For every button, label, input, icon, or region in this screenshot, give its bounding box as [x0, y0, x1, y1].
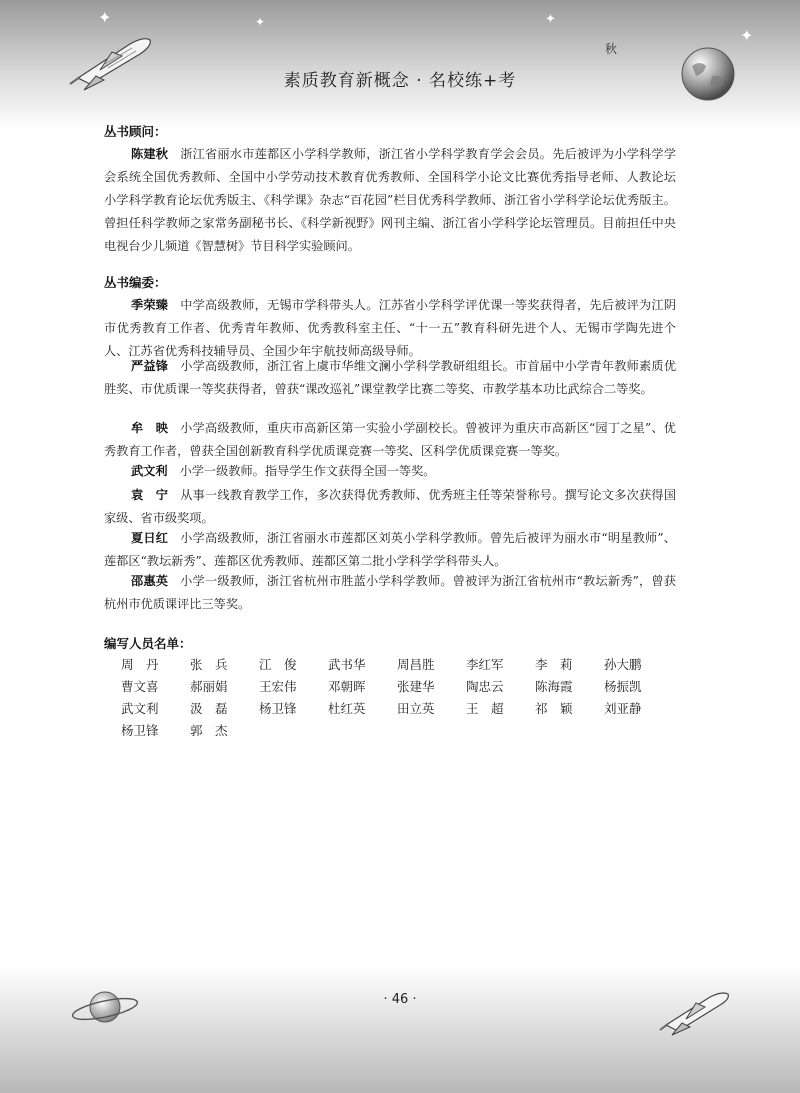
person-name: 袁 宁 — [131, 488, 169, 502]
sparkle-star-icon: ✦ — [98, 8, 112, 27]
person-name: 武文利 — [131, 464, 168, 478]
page-title: 素质教育新概念 · 名校练+考 — [283, 71, 517, 91]
editor-entry — [104, 294, 676, 363]
page-number: · 46 · — [383, 992, 417, 1007]
writer-name: 汲 磊 — [190, 701, 228, 716]
writer-name: 杨卫锋 — [259, 701, 297, 716]
writers-list — [121, 655, 681, 740]
person-name: 邵惠英 — [131, 574, 169, 588]
editor-entry — [104, 570, 676, 616]
person-name: 季荣臻 — [131, 298, 169, 312]
writer-name: 周 丹 — [121, 657, 159, 672]
person-bio: 小学高级教师，重庆市高新区第一实验小学副校长。曾被评为重庆市高新区“园丁之星”、优秀教育工作者，曾获全国创新教育科学优质课竞赛一等奖、区科学优质课竞赛一等奖。 — [104, 421, 676, 458]
person-bio: 浙江省丽水市莲都区小学科学教师，浙江省小学科学教育学会会员。先后被评为小学科学学会系统全国优秀教师、全国中小学劳动技术教育优秀教师、全国科学小论文比赛优秀指导老师、人教论坛小学科学教育论坛优秀版主、《科学课》杂志“百花园”栏目优秀科学教师、浙江省小学科学论坛优秀版主。曾担任科学教师之家常务副秘书长、《科学新视野》网刊主编、浙江省小学科学论坛管理员。目前担任中央电视台少儿频道《智慧树》节目科学实验顾问。 — [104, 147, 677, 253]
editor-entry — [104, 417, 676, 463]
writer-name: 杨振凯 — [604, 679, 642, 694]
writer-name: 李 莉 — [535, 657, 573, 672]
writer-name: 陈海霞 — [535, 679, 573, 694]
page-header — [0, 0, 800, 130]
writer-name: 武文利 — [121, 701, 159, 716]
editor-section-title: 丛书编委： — [104, 275, 167, 290]
person-bio: 小学一级教师，浙江省杭州市胜蓝小学科学教师。曾被评为浙江省杭州市“教坛新秀”，曾获杭州市优质课评比三等奖。 — [104, 574, 676, 611]
editor-entry — [104, 355, 676, 401]
writers-section-title: 编写人员名单： — [104, 636, 192, 651]
writer-name: 郭 杰 — [190, 723, 228, 738]
person-bio: 小学一级教师。指导学生作文获得全国一等奖。 — [179, 464, 436, 478]
writer-name: 张建华 — [397, 679, 435, 694]
writer-name: 王宏伟 — [259, 679, 297, 694]
person-name: 严益锋 — [131, 359, 169, 373]
writer-name: 田立英 — [397, 701, 435, 716]
writer-name: 李红军 — [466, 657, 504, 672]
writer-name: 郝丽娟 — [190, 679, 228, 694]
person-bio: 小学高级教师，浙江省丽水市莲都区刘英小学科学教师。曾先后被评为丽水市“明星教师”、莲都区“教坛新秀”、莲都区优秀教师、莲都区第二批小学科学学科带头人。 — [104, 531, 676, 568]
season-label: 秋 — [605, 42, 618, 56]
page-footer — [0, 965, 800, 1093]
writer-name: 武书华 — [328, 657, 366, 672]
editor-entry — [104, 460, 676, 483]
editor-entry — [104, 484, 676, 530]
writer-name: 周昌胜 — [397, 657, 435, 672]
editor-entry — [104, 527, 676, 573]
person-bio: 小学高级教师，浙江省上虞市华维文澜小学科学教研组组长。市首届中小学青年教师素质优胜奖、市优质课一等奖获得者，曾获“课改巡礼”课堂教学比赛二等奖、市教学基本功比武综合二等奖。 — [104, 359, 677, 396]
writer-name: 祁 颖 — [535, 701, 573, 716]
writer-name: 张 兵 — [190, 657, 228, 672]
advisor-entry — [104, 143, 676, 258]
sparkle-star-icon: ✦ — [740, 26, 754, 45]
writer-name: 杨卫锋 — [121, 723, 159, 738]
sparkle-star-icon: ✦ — [255, 15, 266, 29]
writer-name: 江 俊 — [259, 657, 297, 672]
writer-name: 邓朝晖 — [328, 679, 366, 694]
writer-name: 曹文喜 — [121, 679, 159, 694]
sparkle-star-icon: ✦ — [545, 12, 556, 27]
writer-name: 王 超 — [466, 701, 504, 716]
person-bio: 中学高级教师，无锡市学科带头人。江苏省小学科学评优课一等奖获得者，先后被评为江阴市优秀教育工作者、优秀青年教师、优秀教科室主任、“十一五”教育科研先进个人、无锡市学陶先进个人、江苏省优秀科技辅导员、全国少年宇航技师高级导师。 — [104, 298, 677, 358]
writer-name: 杜红英 — [328, 701, 366, 716]
writer-name: 孙大鹏 — [604, 657, 642, 672]
writer-name: 陶忠云 — [466, 679, 504, 694]
advisor-section-title: 丛书顾问： — [104, 124, 167, 139]
writer-name: 刘亚静 — [604, 701, 642, 716]
person-name: 牟 映 — [131, 421, 169, 435]
person-bio: 从事一线教育教学工作，多次获得优秀教师、优秀班主任等荣誉称号。撰写论文多次获得国家级、省市级奖项。 — [104, 488, 677, 525]
person-name: 陈建秋 — [131, 147, 169, 161]
person-name: 夏日红 — [131, 531, 169, 545]
